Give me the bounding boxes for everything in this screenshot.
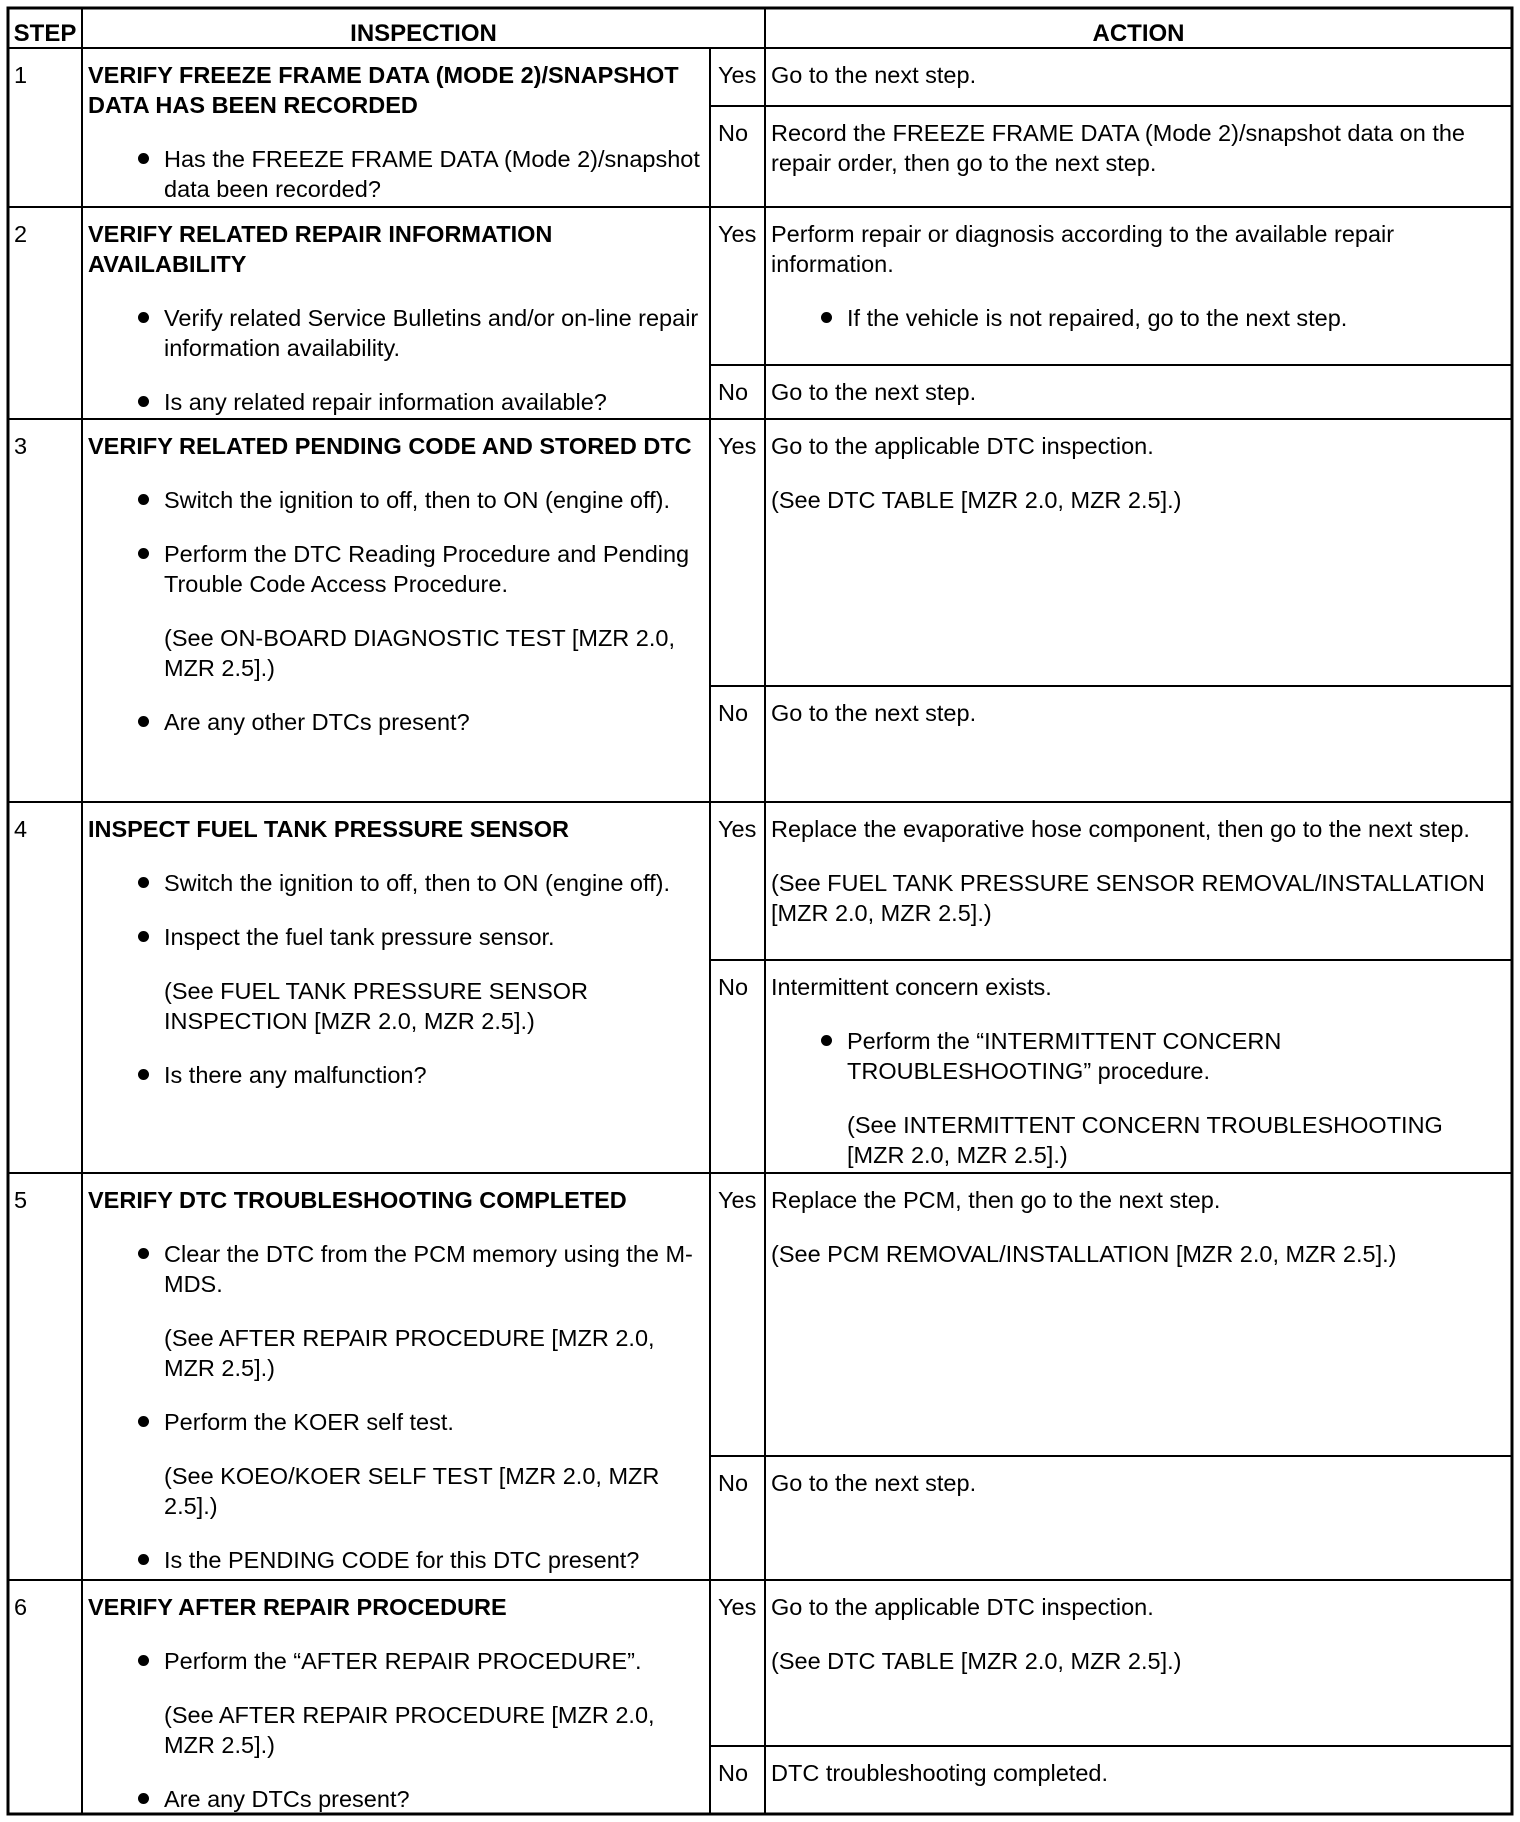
inspection-bullet: Is there any malfunction? (88, 1060, 704, 1090)
reference-text: (See INTERMITTENT CONCERN TROUBLESHOOTING [MZR 2.0, MZR 2.5].) (847, 1112, 1443, 1168)
reference-text: (See FUEL TANK PRESSURE SENSOR REMOVAL/INSTALLATION [MZR 2.0, MZR 2.5].) (771, 870, 1485, 926)
inspection-bullet: Switch the ignition to off, then to ON (engine off). (88, 485, 704, 515)
yes-label: Yes (718, 433, 757, 459)
action-text: Perform repair or diagnosis according to the available repair information. (771, 221, 1395, 277)
no-label: No (718, 974, 749, 1000)
inspection-cell (82, 1580, 710, 1814)
step-title: VERIFY RELATED PENDING CODE AND STORED DTC (88, 433, 692, 459)
inspection-bullet: Perform the DTC Reading Procedure and Pending Trouble Code Access Procedure. (88, 539, 704, 599)
inspection-cell (82, 419, 710, 737)
inspection-bullet: Verify related Service Bulletins and/or on-line repair information availability. (88, 303, 704, 363)
header-action: ACTION (1092, 20, 1185, 47)
reference-text: (See FUEL TANK PRESSURE SENSOR INSPECTION [MZR 2.0, MZR 2.5].) (164, 978, 588, 1034)
reference-text: (See DTC TABLE [MZR 2.0, MZR 2.5].) (771, 487, 1182, 513)
inspection-cell (82, 48, 710, 204)
action-bullet: If the vehicle is not repaired, go to the next step. (771, 303, 1506, 333)
header-inspection: INSPECTION (350, 20, 497, 47)
step-number: 1 (14, 62, 28, 88)
action-text: Go to the applicable DTC inspection. (771, 1594, 1154, 1620)
step-title: VERIFY FREEZE FRAME DATA (MODE 2)/SNAPSHOT DATA HAS BEEN RECORDED (88, 62, 679, 118)
step-title: INSPECT FUEL TANK PRESSURE SENSOR (88, 816, 569, 842)
no-label: No (718, 700, 749, 726)
inspection-bullet: Has the FREEZE FRAME DATA (Mode 2)/snapshot data been recorded? (88, 144, 704, 204)
inspection-cell (82, 207, 710, 417)
no-label: No (718, 1760, 749, 1786)
reference-text: (See ON-BOARD DIAGNOSTIC TEST [MZR 2.0, MZR 2.5].) (164, 625, 675, 681)
inspection-bullet: Switch the ignition to off, then to ON (engine off). (88, 868, 704, 898)
action-text: Go to the next step. (771, 1470, 977, 1496)
yes-action (765, 802, 1512, 928)
step-number: 5 (14, 1187, 28, 1213)
inspection-bullet: Clear the DTC from the PCM memory using the M-MDS. (88, 1239, 704, 1299)
yes-action (765, 48, 1512, 90)
no-label: No (718, 1470, 749, 1496)
inspection-bullet: Perform the “AFTER REPAIR PROCEDURE”. (88, 1646, 704, 1676)
no-action (765, 365, 1512, 407)
yes-label: Yes (718, 1187, 757, 1213)
action-text: Go to the applicable DTC inspection. (771, 433, 1154, 459)
inspection-bullet: Inspect the fuel tank pressure sensor. (88, 922, 704, 952)
action-text: Record the FREEZE FRAME DATA (Mode 2)/snapshot data on the repair order, then go to the next step. (771, 120, 1465, 176)
no-action (765, 106, 1512, 178)
reference-text: (See AFTER REPAIR PROCEDURE [MZR 2.0, MZR 2.5].) (164, 1325, 655, 1381)
step-number: 2 (14, 221, 28, 247)
reference-text: (See DTC TABLE [MZR 2.0, MZR 2.5].) (771, 1648, 1182, 1674)
no-label: No (718, 379, 749, 405)
yes-action (765, 1580, 1512, 1676)
reference-text: (See KOEO/KOER SELF TEST [MZR 2.0, MZR 2.5].) (164, 1463, 660, 1519)
inspection-bullet: Is the PENDING CODE for this DTC present? (88, 1545, 704, 1575)
reference-text: (See PCM REMOVAL/INSTALLATION [MZR 2.0, MZR 2.5].) (771, 1241, 1397, 1267)
inspection-cell (82, 802, 710, 1090)
step-title: VERIFY AFTER REPAIR PROCEDURE (88, 1594, 507, 1620)
action-text: Intermittent concern exists. (771, 974, 1052, 1000)
no-action (765, 960, 1512, 1170)
yes-action (765, 1173, 1512, 1269)
no-action (765, 1456, 1512, 1498)
action-text: Go to the next step. (771, 700, 977, 726)
yes-label: Yes (718, 62, 757, 88)
inspection-bullet: Is any related repair information available? (88, 387, 704, 417)
yes-label: Yes (718, 1594, 757, 1620)
reference-text: (See AFTER REPAIR PROCEDURE [MZR 2.0, MZR 2.5].) (164, 1702, 655, 1758)
no-action (765, 1746, 1512, 1788)
step-number: 3 (14, 433, 28, 459)
action-text: DTC troubleshooting completed. (771, 1760, 1109, 1786)
no-action (765, 686, 1512, 728)
yes-label: Yes (718, 816, 757, 842)
step-title: VERIFY RELATED REPAIR INFORMATION AVAILABILITY (88, 221, 553, 277)
inspection-bullet: Are any other DTCs present? (88, 707, 704, 737)
action-bullet: Perform the “INTERMITTENT CONCERN TROUBLESHOOTING” procedure. (771, 1026, 1506, 1086)
yes-label: Yes (718, 221, 757, 247)
action-text: Go to the next step. (771, 379, 977, 405)
inspection-bullet: Are any DTCs present? (88, 1784, 704, 1814)
action-text: Replace the PCM, then go to the next step. (771, 1187, 1221, 1213)
step-title: VERIFY DTC TROUBLESHOOTING COMPLETED (88, 1187, 627, 1213)
inspection-bullet: Perform the KOER self test. (88, 1407, 704, 1437)
inspection-cell (82, 1173, 710, 1575)
yes-action (765, 207, 1512, 333)
header-step: STEP (13, 20, 77, 47)
action-text: Replace the evaporative hose component, then go to the next step. (771, 816, 1470, 842)
step-number: 4 (14, 816, 28, 842)
action-text: Go to the next step. (771, 62, 977, 88)
no-label: No (718, 120, 749, 146)
step-number: 6 (14, 1594, 28, 1620)
yes-action (765, 419, 1512, 515)
